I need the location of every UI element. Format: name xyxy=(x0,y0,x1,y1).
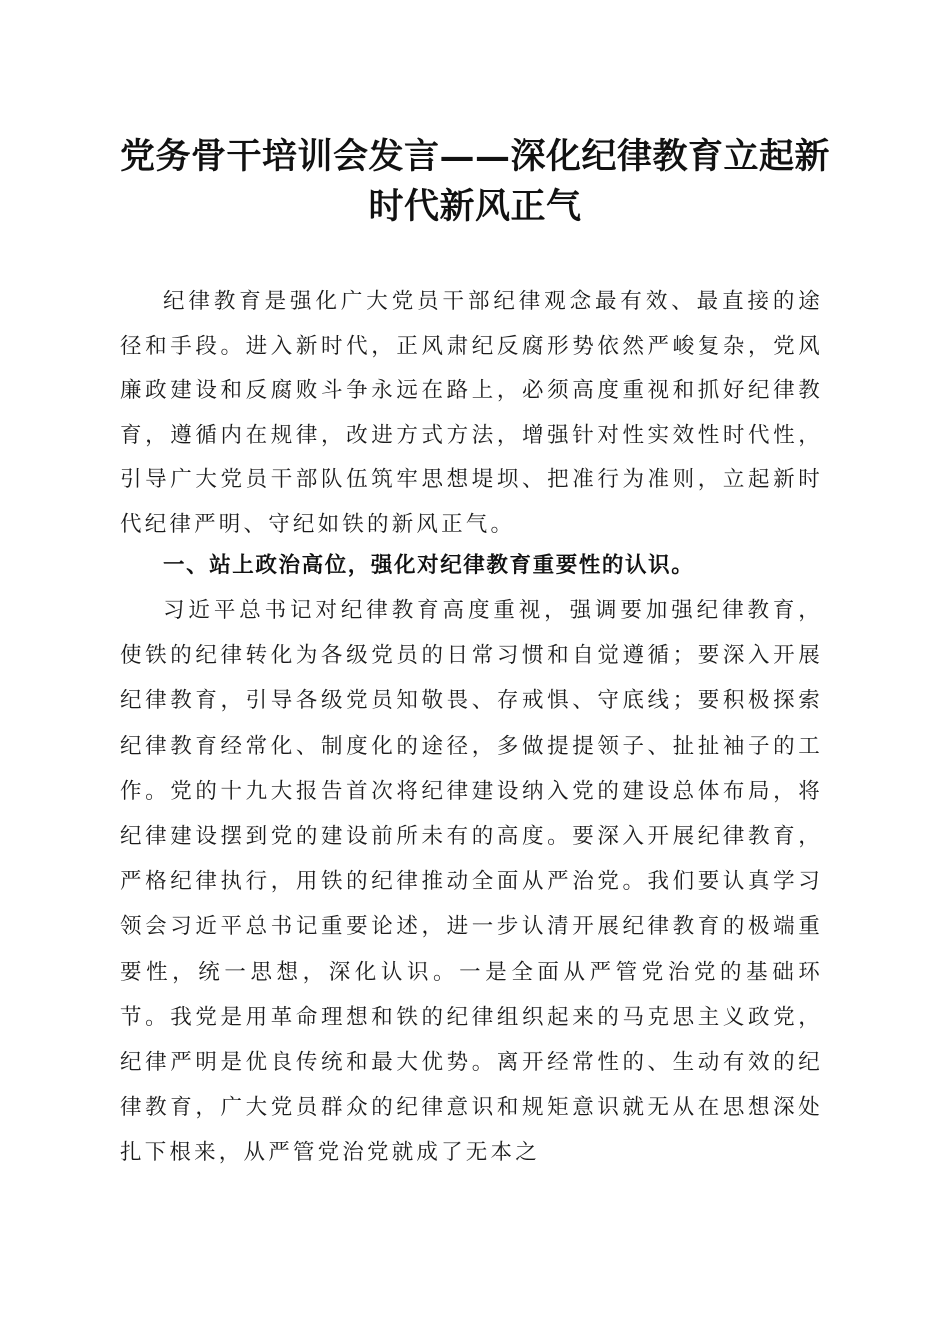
section-1-paragraph: 习近平总书记对纪律教育高度重视，强调要加强纪律教育，使铁的纪律转化为各级党员的日常习惯和自觉遵循；要深入开展纪律教育，引导各级党员知敬畏、存戒惧、守底线；要积极探索纪律教育经常化、制度化的途径，多做提提领子、扯扯袖子的工作。党的十九大报告首次将纪律建设纳入党的建设总体布局，将纪律建设摆到党的建设前所未有的高度。要深入开展纪律教育，严格纪律执行，用铁的纪律推动全面从严治党。我们要认真学习领会习近平总书记重要论述，进一步认清开展纪律教育的极端重要性，统一思想，深化认识。一是全面从严管党治党的基础环节。我党是用革命理想和铁的纪律组织起来的马克思主义政党，纪律严明是优良传统和最大优势。离开经常性的、生动有效的纪律教育，广大党员群众的纪律意识和规矩意识就无从在思想深处扎下根来，从严管党治党就成了无本之 xyxy=(120,598,823,1166)
document-title xyxy=(100,132,850,232)
title-line-1: 党务骨干培训会发言——深化纪律教育立起新 xyxy=(119,136,830,177)
section-heading-1: 一、站上政治高位，强化对纪律教育重要性的认识。 xyxy=(163,553,695,578)
intro-paragraph: 纪律教育是强化广大党员干部纪律观念最有效、最直接的途径和手段。进入新时代，正风肃纪反腐形势依然严峻复杂，党风廉政建设和反腐败斗争永远在路上，必须高度重视和抓好纪律教育，遵循内在规律，改进方式方法，增强针对性实效性时代性，引导广大党员干部队伍筑牢思想堤坝、把准行为准则，立起新时代纪律严明、守纪如铁的新风正气。 xyxy=(120,289,823,537)
title-line-2: 时代新风正气 xyxy=(368,186,582,227)
